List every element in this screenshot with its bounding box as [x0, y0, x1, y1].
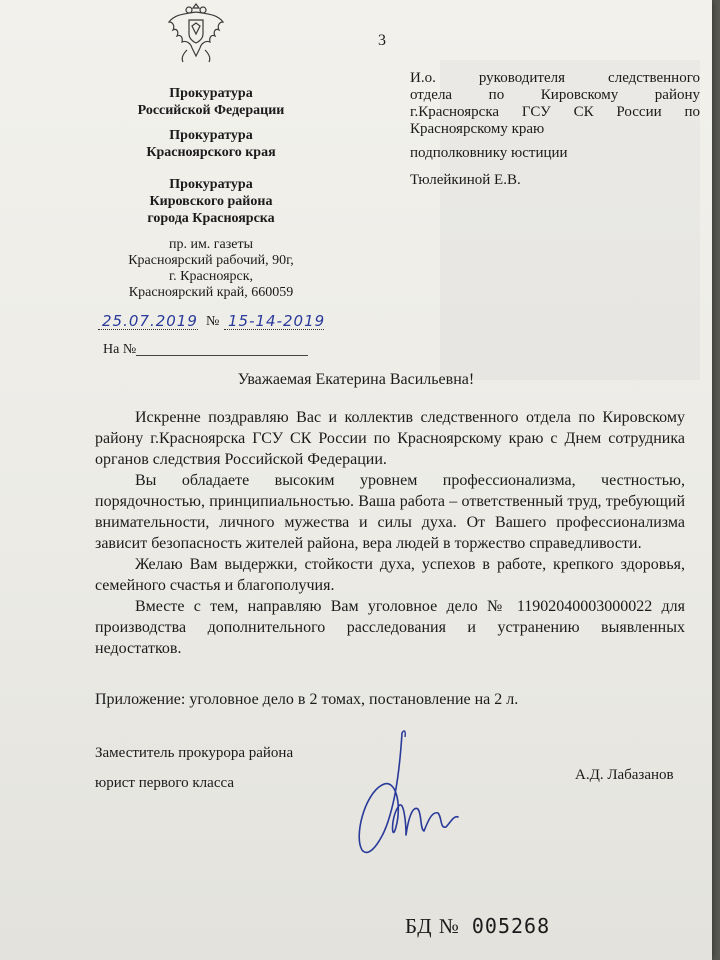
footer-serial-label: БД №	[405, 914, 460, 938]
page-number: 3	[378, 32, 386, 49]
sender-org-3	[95, 176, 327, 227]
footer-serial	[405, 914, 550, 939]
sender-address	[95, 237, 327, 301]
sender-org-3-sub-2: города Красноярска	[147, 211, 275, 226]
sender-org-1-title: Прокуратура	[169, 86, 253, 101]
paragraph-1: Искренне поздравляю Вас и коллектив следственного отдела по Кировскому району г.Красноярска ГСУ СК России по Красноярскому краю с Днем сотрудника органов следствия Российской Федерации.	[95, 409, 685, 468]
sender-org-1	[95, 85, 327, 119]
sender-org-3-title: Прокуратура	[169, 177, 253, 192]
registration-line	[98, 312, 328, 332]
letter-body	[95, 407, 685, 659]
reply-to-line	[136, 355, 308, 356]
recipient-line-1: И.о. руководителя следственного	[410, 70, 700, 86]
paragraph-4: Вместе с тем, направляю Вам уголовное дело № 11902040003000022 для производства дополнительного расследования и устранению выявленных недостатков.	[95, 598, 685, 657]
signatory-name: А.Д. Лабазанов	[575, 767, 674, 783]
address-line-4: Красноярский край, 660059	[128, 285, 294, 300]
recipient-line-2: отдела по Кировскому району	[410, 87, 700, 103]
handwritten-signature	[350, 725, 470, 875]
address-line-1: пр. им. газеты	[168, 237, 254, 252]
signatory-position-1: Заместитель прокурора района	[95, 745, 294, 761]
paragraph-3: Желаю Вам выдержки, стойкости духа, успехов в работе, крепкого здоровья, семейного счастья и благополучия.	[95, 556, 685, 594]
number-label: №	[206, 314, 220, 329]
sender-org-3-sub-1: Кировского района	[149, 194, 273, 209]
address-line-2: Красноярский рабочий, 90г,	[128, 253, 294, 268]
sender-org-2	[95, 127, 327, 161]
sender-org-1-sub: Российской Федерации	[137, 103, 285, 118]
recipient-line-4: Красноярскому краю	[410, 121, 545, 137]
recipient-rank: подполковнику юстиции	[410, 145, 568, 161]
attachment-note: Приложение: уголовное дело в 2 томах, постановление на 2 л.	[95, 691, 519, 708]
reply-to-label: На №	[103, 342, 137, 357]
footer-serial-number: 005268	[471, 914, 551, 938]
coat-of-arms-emblem	[165, 0, 227, 66]
recipient-block	[410, 70, 700, 138]
signatory-position-2: юрист первого класса	[95, 775, 234, 791]
recipient-name: Тюлейкиной Е.В.	[410, 172, 521, 188]
sender-org-2-sub: Красноярского края	[146, 145, 276, 160]
handwritten-date: 25.07.2019	[102, 312, 198, 330]
salutation: Уважаемая Екатерина Васильевна!	[237, 371, 475, 388]
address-line-3: г. Красноярск,	[168, 269, 254, 284]
sender-org-2-title: Прокуратура	[169, 128, 253, 143]
paragraph-2: Вы обладаете высоким уровнем профессионализма, честностью, порядочностью, принципиальностью. Ваша работа – ответственный труд, требующий внимательности, личного мужества и силы духа. От Вашего профессионализма зависит безопасность жителей района, вера людей в торжество справедливости.	[95, 472, 685, 552]
handwritten-number: 15-14-2019	[228, 312, 326, 330]
recipient-line-3: г.Красноярска ГСУ СК России по	[410, 104, 700, 120]
